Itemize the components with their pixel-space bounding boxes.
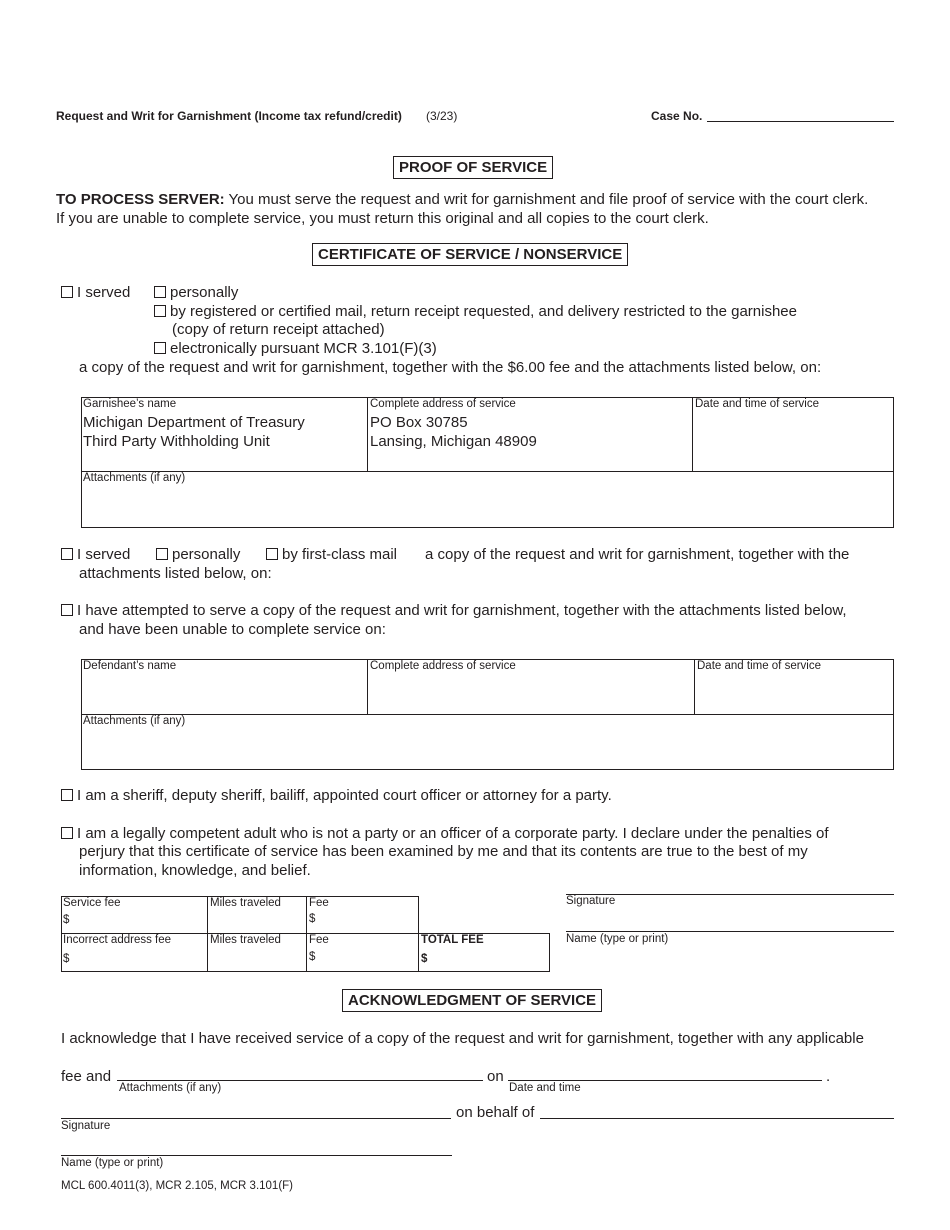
attempted-checkbox[interactable]: [61, 604, 73, 616]
case-no-label: Case No.: [651, 109, 703, 123]
name-label: Name (type or print): [566, 933, 669, 945]
proof-of-service-title: PROOF OF SERVICE: [393, 156, 553, 179]
service-fee-dollar[interactable]: $: [63, 914, 70, 926]
fee-dollar-1[interactable]: $: [309, 913, 316, 925]
attachments-label: Attachments (if any): [83, 472, 186, 484]
on-label: on: [487, 1068, 504, 1085]
miles-traveled-label-1: Miles traveled: [210, 897, 281, 909]
citation-footer: MCL 600.4011(3), MCR 2.105, MCR 3.101(F): [61, 1180, 294, 1192]
first-class-mail-option[interactable]: by first-class mail: [266, 545, 397, 564]
miles-traveled-label-2: Miles traveled: [210, 934, 281, 946]
served-checkbox-2[interactable]: [61, 548, 73, 560]
certificate-title: CERTIFICATE OF SERVICE / NONSERVICE: [312, 243, 628, 266]
on-behalf-of-field[interactable]: [540, 1118, 894, 1119]
registered-mail-checkbox[interactable]: [154, 305, 166, 317]
defendant-address-label: Complete address of service: [370, 660, 516, 672]
served-option-1[interactable]: I served: [61, 283, 130, 302]
total-fee-label: TOTAL FEE: [421, 934, 484, 946]
served-1-text: a copy of the request and writ for garnishment, together with the $6.00 fee and the attachments listed below, on:: [79, 359, 822, 376]
adult-line3: information, knowledge, and belief.: [79, 862, 311, 879]
total-fee-dollar[interactable]: $: [421, 953, 428, 965]
sheriff-checkbox[interactable]: [61, 789, 73, 801]
fee-label-2: Fee: [309, 934, 329, 946]
adult-line2: perjury that this certificate of service has been examined by me and that its contents are true to the best of my: [79, 843, 808, 860]
garnishee-name-label: Garnishee’s name: [83, 398, 177, 410]
fee-dollar-2[interactable]: $: [309, 951, 316, 963]
process-server-instructions: TO PROCESS SERVER: You must serve the request and writ for garnishment and file proof of service with the court clerk.: [56, 191, 869, 208]
sheriff-option[interactable]: I am a sheriff, deputy sheriff, bailiff, appointed court officer or attorney for a party.: [61, 786, 612, 805]
personally-option[interactable]: personally: [154, 283, 238, 302]
mail-option-note: (copy of return receipt attached): [172, 321, 385, 338]
garnishee-name-line1[interactable]: Michigan Department of Treasury: [83, 414, 305, 431]
address-label: Complete address of service: [370, 398, 516, 410]
personally-checkbox-2[interactable]: [156, 548, 168, 560]
ack-datetime-label: Date and time: [509, 1082, 581, 1094]
period: .: [826, 1068, 831, 1085]
ack-attachments-label: Attachments (if any): [119, 1082, 222, 1094]
ack-signature-label: Signature: [61, 1120, 111, 1132]
incorrect-fee-dollar[interactable]: $: [63, 953, 70, 965]
adult-option[interactable]: I am a legally competent adult who is not a party or an officer of a corporate party. I declare under the penalties of: [61, 824, 829, 843]
first-class-mail-checkbox[interactable]: [266, 548, 278, 560]
personally-checkbox[interactable]: [154, 286, 166, 298]
defendant-datetime-label: Date and time of service: [697, 660, 822, 672]
served-checkbox-1[interactable]: [61, 286, 73, 298]
fee-and-label: fee and: [61, 1068, 112, 1085]
defendant-name-label: Defendant’s name: [83, 660, 177, 672]
incorrect-address-fee-label: Incorrect address fee: [63, 934, 172, 946]
process-server-instructions-line2: If you are unable to complete service, you must return this original and all copies to the court clerk.: [56, 210, 709, 227]
datetime-label: Date and time of service: [695, 398, 820, 410]
acknowledgment-title: ACKNOWLEDGMENT OF SERVICE: [342, 989, 602, 1012]
electronic-checkbox[interactable]: [154, 342, 166, 354]
attempted-line2: and have been unable to complete service on:: [79, 621, 386, 638]
ack-signature-field[interactable]: [61, 1118, 451, 1119]
attempted-option[interactable]: I have attempted to serve a copy of the request and writ for garnishment, together with the attachments listed below,: [61, 601, 847, 620]
acknowledgment-text: I acknowledge that I have received service of a copy of the request and writ for garnishment, together with any applicable: [61, 1030, 864, 1047]
service-fee-label: Service fee: [63, 897, 121, 909]
mail-option[interactable]: by registered or certified mail, return receipt requested, and delivery restricted to the garnishee: [154, 302, 797, 321]
garnishee-name-line2[interactable]: Third Party Withholding Unit: [83, 433, 270, 450]
on-behalf-of-label: on behalf of: [456, 1104, 535, 1121]
ack-name-label: Name (type or print): [61, 1157, 164, 1169]
address-line2[interactable]: Lansing, Michigan 48909: [370, 433, 537, 450]
form-title: Request and Writ for Garnishment (Income tax refund/credit): [56, 109, 402, 123]
personally-option-2[interactable]: personally: [156, 545, 240, 564]
served-option-2[interactable]: I served: [61, 545, 130, 564]
electronic-option[interactable]: electronically pursuant MCR 3.101(F)(3): [154, 339, 437, 358]
adult-checkbox[interactable]: [61, 827, 73, 839]
case-no-field[interactable]: [707, 121, 894, 122]
form-date: (3/23): [426, 109, 458, 123]
served-2-text: a copy of the request and writ for garnishment, together with the: [425, 546, 850, 563]
served-2-text-line2: attachments listed below, on:: [79, 565, 272, 582]
fee-label-1: Fee: [309, 897, 329, 909]
signature-label: Signature: [566, 895, 616, 907]
address-line1[interactable]: PO Box 30785: [370, 414, 468, 431]
defendant-attachments-label: Attachments (if any): [83, 715, 186, 727]
